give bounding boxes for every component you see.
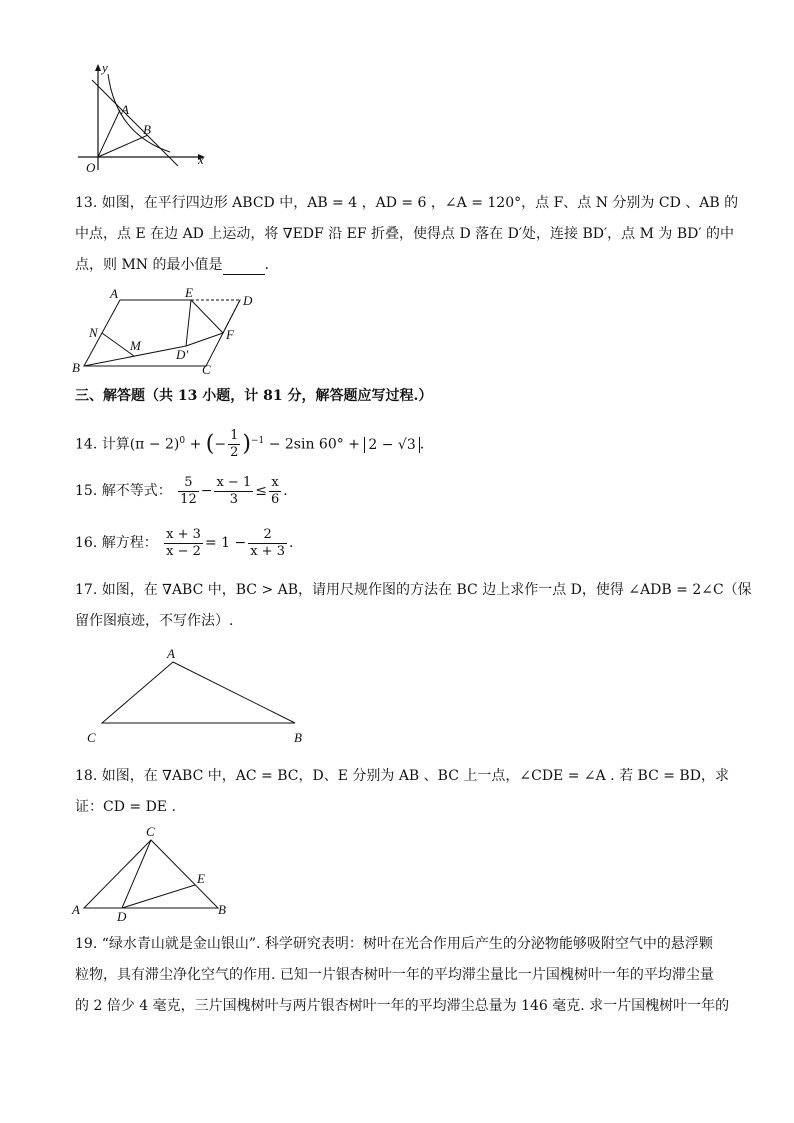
label-o: O bbox=[86, 160, 96, 175]
label-d: D bbox=[243, 293, 253, 308]
segment-ed-prime bbox=[186, 300, 191, 346]
q18-line-1: 18. 如图，在 ∇ABC 中，AC = BC，D、E 分别为 AB 、BC 上一点，∠CDE = ∠A . 若 BC = BD，求 bbox=[75, 768, 729, 784]
label-a: A bbox=[121, 102, 129, 117]
q14-fraction bbox=[228, 428, 240, 461]
segment-ob bbox=[98, 135, 148, 157]
q15-f3-den: 6 bbox=[270, 491, 280, 507]
triangle-abc bbox=[102, 662, 295, 723]
q13-line-2: 中点，点 E 在边 AD 上运动，将 ∇EDF 沿 EF 折叠，使得点 D 落在 D′处，连接 BD′，点 M 为 BD′ 的中 bbox=[75, 226, 734, 242]
q15-label: 15. 解不等式： bbox=[75, 483, 172, 499]
q15-frac-1 bbox=[178, 475, 199, 508]
label-b: B bbox=[143, 122, 151, 137]
label-a: A bbox=[110, 286, 118, 301]
q16-frac-2 bbox=[248, 527, 287, 560]
label-y: y bbox=[102, 60, 108, 75]
q13-line-3-end: . bbox=[264, 257, 269, 273]
segment-oa bbox=[98, 110, 120, 157]
q16-f1-num: x + 3 bbox=[166, 526, 201, 542]
label-a: A bbox=[167, 646, 175, 661]
label-d: D bbox=[117, 909, 127, 924]
label-m: M bbox=[130, 338, 141, 353]
label-b: B bbox=[72, 360, 80, 375]
label-b: B bbox=[218, 902, 226, 917]
q16-f2-den: x + 3 bbox=[250, 543, 285, 559]
q13-line-3-text: 点，则 MN 的最小值是 bbox=[75, 257, 223, 273]
q14-rest: − 2sin 60° + bbox=[268, 436, 360, 453]
hyperbola bbox=[108, 74, 170, 152]
q16-frac-1 bbox=[164, 527, 203, 560]
answer-blank[interactable] bbox=[223, 260, 265, 275]
label-f: F bbox=[226, 327, 234, 342]
q14-end: . bbox=[419, 436, 425, 453]
q13-line-1: 13. 如图，在平行四边形 ABCD 中，AB = 4 ，AD = 6 ，∠A = 120°，点 F、点 N 分别为 CD 、AB 的 bbox=[75, 195, 739, 211]
q15-minus: − bbox=[200, 483, 213, 499]
q15-f1-num: 5 bbox=[184, 474, 193, 490]
q14-num: 1 bbox=[230, 428, 239, 444]
segment-de bbox=[122, 885, 195, 908]
label-x: x bbox=[198, 152, 204, 167]
q15-le: ≤ bbox=[255, 483, 267, 499]
q16-end: . bbox=[288, 535, 294, 551]
q15-f2-den: 3 bbox=[214, 491, 253, 508]
paren-open: ( bbox=[205, 431, 215, 457]
q15-frac-2 bbox=[214, 475, 253, 508]
label-b: B bbox=[294, 730, 302, 745]
q19-line-3: 的 2 倍少 4 毫克，三片国槐树叶与两片银杏树叶一年的平均滞尘总量为 146 毫克. 求一片国槐树叶一年的 bbox=[75, 998, 730, 1014]
q16-f1-den: x − 2 bbox=[166, 543, 201, 559]
label-e: E bbox=[197, 871, 205, 886]
y-axis-arrow bbox=[95, 64, 101, 71]
q15-frac-3 bbox=[269, 475, 281, 508]
q17-line-1: 17. 如图，在 ∇ABC 中，BC > AB，请用尺规作图的方法在 BC 边上求作一点 D，使得 ∠ADB = 2∠C（保 bbox=[75, 582, 752, 598]
q13-figure bbox=[66, 284, 266, 376]
label-c: C bbox=[202, 362, 211, 376]
q14-exp0: 0 bbox=[179, 436, 186, 446]
q19-line-2: 粒物，具有滞尘净化空气的作用. 已知一片银杏树叶一年的平均滞尘量比一片国槐树叶一年的平均滞尘量 bbox=[75, 967, 714, 983]
q14-pi: (π − 2) bbox=[129, 436, 180, 453]
q16-f2-num: 2 bbox=[263, 526, 272, 542]
q14-den: 2 bbox=[230, 445, 239, 461]
label-c: C bbox=[146, 824, 155, 839]
q15-f3-num: x bbox=[271, 474, 279, 490]
q15-f1-den: 12 bbox=[180, 491, 197, 507]
q15 bbox=[75, 472, 288, 510]
section-heading: 三、解答题（共 13 小题，计 81 分，解答题应写过程.） bbox=[75, 388, 433, 404]
label-a: A bbox=[72, 902, 80, 917]
q13-line-3 bbox=[75, 255, 269, 275]
label-e: E bbox=[185, 285, 193, 300]
q18-line-2: 证：CD = DE . bbox=[75, 799, 176, 815]
paren-close: ) bbox=[242, 431, 251, 457]
q15-end: . bbox=[283, 483, 288, 499]
q18-figure bbox=[66, 822, 246, 924]
q14-exp: −1 bbox=[250, 436, 265, 446]
q16-eq: = 1 − bbox=[204, 535, 247, 551]
q12-figure bbox=[70, 60, 210, 178]
q14-label: 14. 计算 bbox=[75, 436, 130, 453]
label-n: N bbox=[89, 325, 98, 340]
line-ab bbox=[92, 80, 178, 166]
parallelogram-abcd bbox=[84, 300, 240, 366]
q17-figure bbox=[80, 642, 320, 748]
q17-line-2: 留作图痕迹，不写作法）. bbox=[75, 613, 234, 629]
q15-f2-num: x − 1 bbox=[216, 474, 252, 490]
q19-line-1: 19. “绿水青山就是金山银山”. 科学研究表明：树叶在光合作用后产生的分泌物能够吸附空气中的悬浮颗 bbox=[75, 936, 713, 952]
label-c: C bbox=[87, 730, 96, 745]
q14: 14. 计算$(\pi - 2)^0$ + (− $\frac{1}{2}$ )$^{-1}$ − 2sin 60° + 2 − √3 . bbox=[75, 428, 425, 461]
q14-abs: 2 − √3 bbox=[364, 437, 419, 453]
q14-plus: + bbox=[189, 436, 202, 453]
q16 bbox=[75, 524, 293, 562]
q16-label: 16. 解方程： bbox=[75, 535, 158, 551]
segment-ef bbox=[191, 300, 223, 333]
label-d-prime: D′ bbox=[176, 347, 189, 362]
segment-cd bbox=[122, 840, 151, 908]
